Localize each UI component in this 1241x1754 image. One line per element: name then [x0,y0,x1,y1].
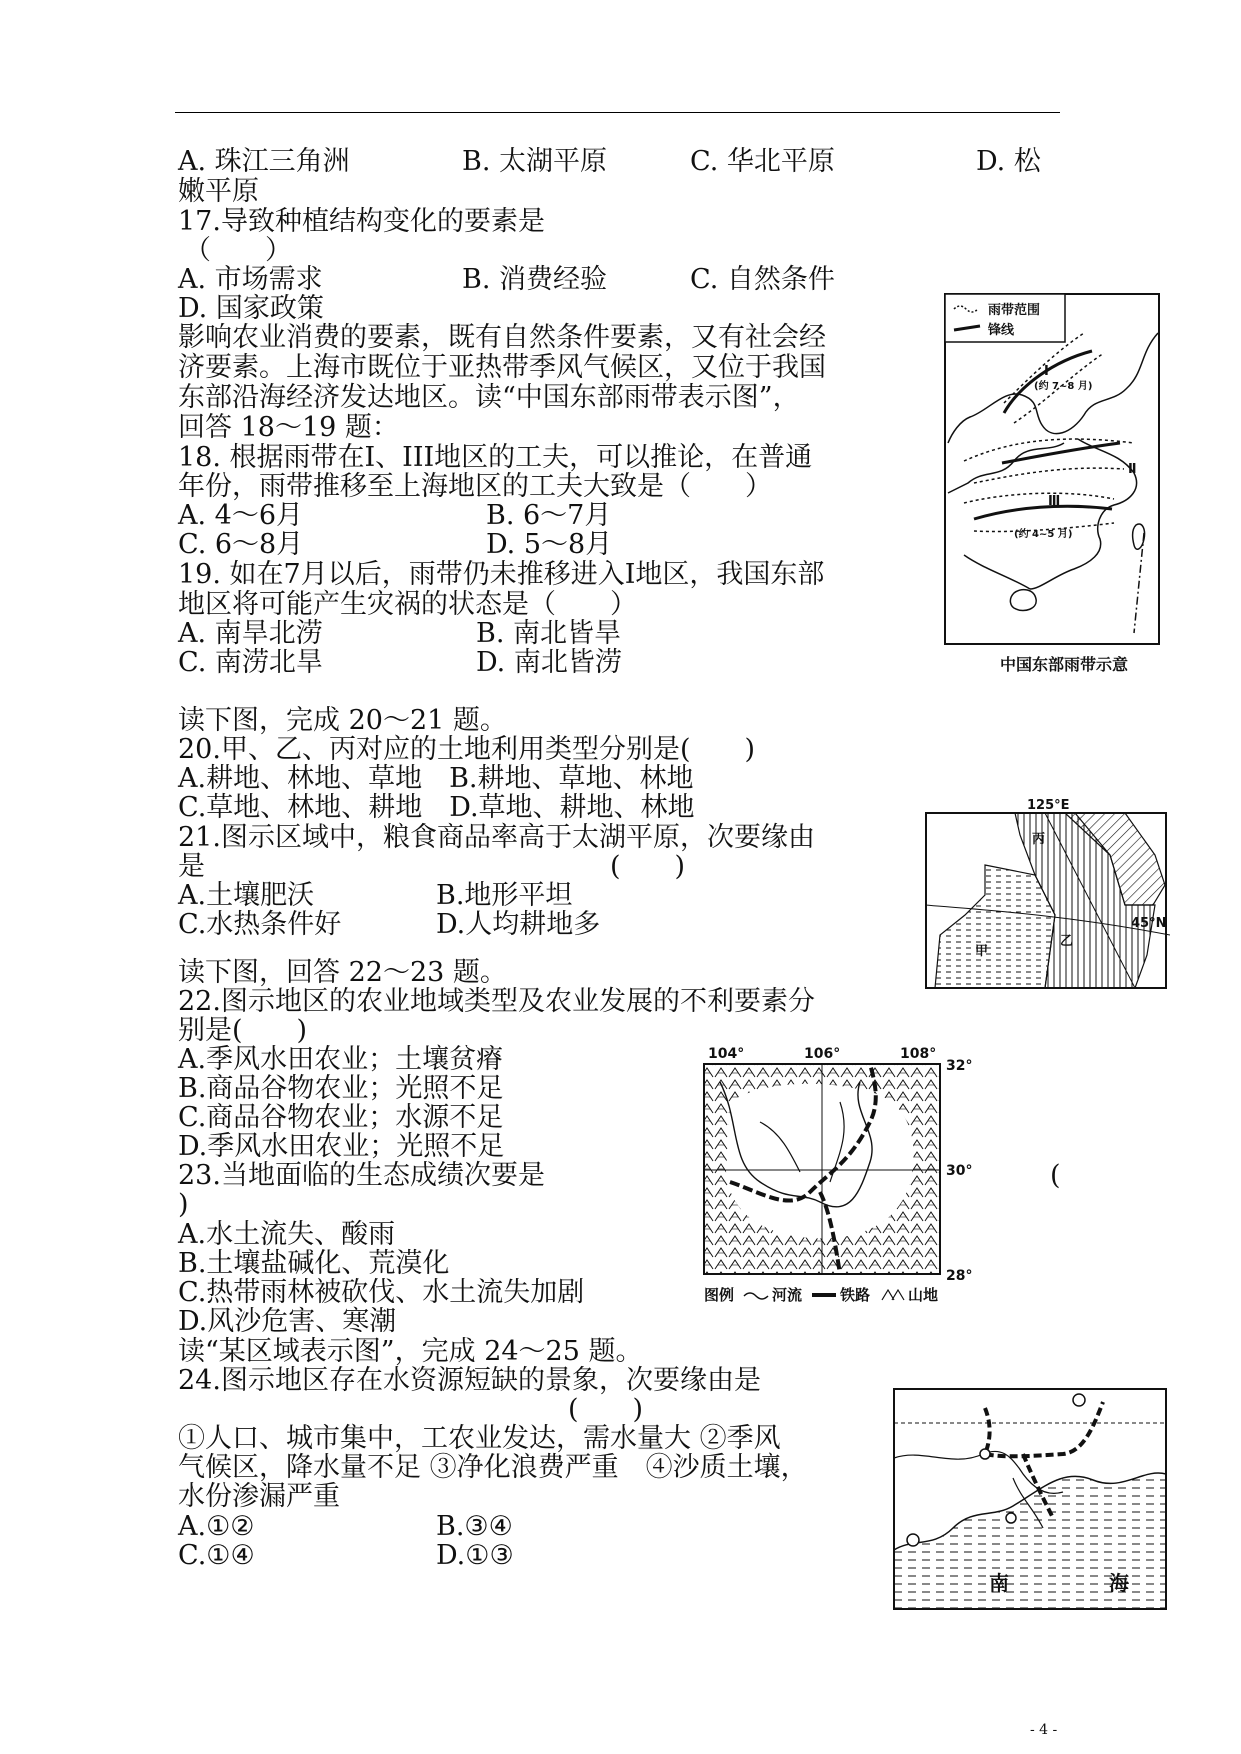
legend-rail-label: 铁路 [840,1286,871,1304]
longitude-108-label: 108° [900,1046,937,1062]
q23-option-c: C.热带雨林被砍伐、水土流失加剧 [178,1277,585,1308]
latitude-28-label: 28° [946,1268,973,1284]
q22-stem-1: 22.图示地区的农业地域类型及农业发展的不利要素分 [178,986,815,1017]
q20-options-ab: A.耕地、林地、草地 B.耕地、草地、林地 [178,763,694,794]
q16-option-c: C. 华北平原 [690,146,835,177]
intro18-line-3: 东部沿海经济发达地区。读“中国东部雨带表示图”， [178,382,800,413]
q20-options-cd: C.草地、林地、耕地 D.草地、耕地、林地 [178,792,695,823]
q24-option-b: B.③④ [436,1511,513,1542]
q17-stem: 17.导致种植结构变化的要素是 [178,206,545,237]
legend-front-label: 锋线 [988,323,1015,338]
q19-option-d: D. 南北皆涝 [476,647,622,678]
basin-map [700,1042,990,1312]
q21-stem-1: 21.图示区域中，粮食商品率高于太湖平原，次要缘由 [178,822,815,853]
q19-option-a: A. 南旱北涝 [178,618,323,649]
legend-mountain-label: 山地 [908,1286,939,1304]
q16-option-a: A. 珠江三角洲 [178,146,350,177]
q21-option-a: A.土壤肥沃 [178,880,315,911]
longitude-106-label: 106° [804,1046,841,1062]
q18-option-a: A. 4～6月 [178,500,304,531]
sea-label-hai: 海 [1109,1571,1129,1595]
q16-option-b: B. 太湖平原 [462,146,608,177]
region-bing-label: 丙 [1032,832,1046,847]
intro20: 读下图，完成 20～21 题。 [178,705,507,736]
intro24: 读“某区域表示图”，完成 24～25 题。 [178,1336,643,1367]
region-iii-label: Ⅲ [1048,494,1061,509]
q22-option-b: B.商品谷物农业；光照不足 [178,1073,504,1104]
page-number: - 4 - [1030,1722,1058,1738]
q24-option-a: A.①② [178,1511,255,1542]
region-ii-label: Ⅱ [1128,462,1137,477]
q22-option-a: A.季风水田农业；土壤贫瘠 [178,1044,504,1075]
latitude-32-label: 32° [946,1058,973,1074]
region-iii-note: (约 4~5 月) [1014,529,1073,540]
rain-belt-caption: 中国东部雨带示意 [1000,655,1129,674]
q21-answer-paren: ( ) [610,851,686,882]
longitude-125e-label: 125°E [1027,798,1070,813]
q19-stem-2: 地区将可能产生灾祸的状态是（ ） [178,589,637,620]
q21-option-d: D.人均耕地多 [436,909,601,940]
q18-option-b: B. 6～7月 [486,500,612,531]
q18-option-c: C. 6～8月 [178,529,304,560]
q20-stem: 20.甲、乙、丙对应的土地利用类型分别是( ) [178,734,756,765]
q18-stem-2: 年份，雨带推移至上海地区的工夫大致是（ ） [178,471,772,502]
q17-option-b: B. 消费经验 [462,264,608,295]
latitude-30-label: 30° [946,1163,973,1179]
region-yi-label: 乙 [1060,934,1074,949]
coastal-region-map [893,1388,1168,1610]
intro18-line-2: 济要素。上海市既位于亚热带季风气候区，又位于我国 [178,352,826,383]
q23-paren-open: ( [1050,1160,1061,1191]
intro18-line-4: 回答 18～19 题： [178,412,399,443]
land-use-map [925,795,1170,990]
legend-rain-label: 雨带范围 [988,303,1041,318]
latitude-45n-label: 45°N [1131,916,1167,931]
intro22: 读下图，回答 22～23 题。 [178,957,507,988]
q19-option-c: C. 南涝北旱 [178,647,323,678]
sea-label-nan: 南 [989,1571,1009,1595]
q23-stem: 23.当地面临的生态成绩次要是 [178,1160,545,1191]
legend-title: 图例 [704,1286,735,1304]
legend-river-label: 河流 [772,1286,803,1304]
q24-statement-2: 气候区，降水量不足 ③净化浪费严重 ④沙质土壤， [178,1452,808,1483]
header-rule [175,112,1060,113]
q23-option-a: A.水土流失、酸雨 [178,1219,396,1250]
intro18-line-1: 影响农业消费的要素，既有自然条件要素，又有社会经 [178,322,826,353]
q21-stem-2: 是 [178,851,205,882]
q16-option-d-continued: 嫩平原 [178,176,259,207]
q23-option-b: B.土壤盐碱化、荒漠化 [178,1248,450,1279]
region-jia-label: 甲 [975,944,989,959]
q22-stem-2: 别是( ) [178,1015,308,1046]
q17-answer-paren: （ ） [184,235,292,266]
q22-option-c: C.商品谷物农业；水源不足 [178,1102,504,1133]
q16-option-d: D. 松 [976,146,1041,177]
longitude-104-label: 104° [708,1046,745,1062]
region-i-label: I [1044,364,1049,379]
q24-option-d: D.①③ [436,1540,514,1571]
q21-option-c: C.水热条件好 [178,909,342,940]
rain-belt-map [944,293,1160,645]
q24-stem: 24.图示地区存在水资源短缺的景象，次要缘由是 [178,1365,761,1396]
q24-statement-3: 水份渗漏严重 [178,1481,340,1512]
q19-stem-1: 19. 如在7月以后，雨带仍未推移进入I地区，我国东部 [178,559,825,590]
q19-option-b: B. 南北皆旱 [476,618,622,649]
q24-option-c: C.①④ [178,1540,255,1571]
q17-option-a: A. 市场需求 [178,264,323,295]
q18-option-d: D. 5～8月 [486,529,613,560]
q17-option-c: C. 自然条件 [690,264,835,295]
q21-option-b: B.地形平坦 [436,880,573,911]
q17-option-d: D. 国家政策 [178,293,324,324]
region-i-note: (约 7~8 月) [1034,381,1093,392]
q18-stem-1: 18. 根据雨带在I、III地区的工夫，可以推论，在普通 [178,442,813,473]
q22-option-d: D.季风水田农业；光照不足 [178,1131,505,1162]
q23-option-d: D.风沙危害、寒潮 [178,1306,397,1337]
q24-statement-1: ①人口、城市集中，工农业发达，需水量大 ②季风 [178,1423,781,1454]
q23-paren-close: ) [178,1189,189,1220]
q24-answer-paren: ( ) [568,1394,644,1425]
